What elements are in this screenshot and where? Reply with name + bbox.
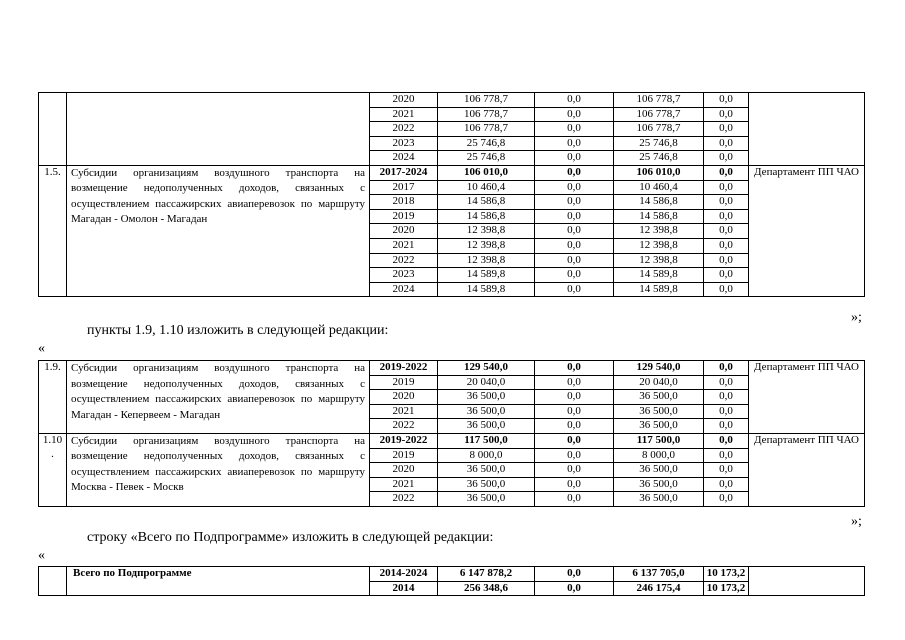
table-row (39, 433, 865, 448)
value-cell: 0,0 (704, 93, 749, 108)
paragraph: строку «Всего по Подпрограмме» изложить в следующей редакции: (87, 530, 494, 545)
value-cell: 25 746,8 (614, 151, 704, 166)
total-cell: 36 500,0 (438, 492, 535, 507)
value-cell: 0,0 (535, 282, 614, 297)
value-cell: 0,0 (704, 107, 749, 122)
num-cell (39, 567, 67, 596)
value-cell: 0,0 (704, 492, 749, 507)
total-cell: 106 778,7 (438, 122, 535, 137)
table-row (39, 165, 865, 180)
value-cell: 0,0 (704, 477, 749, 492)
value-cell: 36 500,0 (614, 404, 704, 419)
year-cell: 2017-2024 (370, 165, 438, 180)
value-cell: 0,0 (535, 93, 614, 108)
value-cell: 129 540,0 (614, 361, 704, 376)
total-cell: 106 010,0 (438, 165, 535, 180)
value-cell: 0,0 (535, 107, 614, 122)
year-cell: 2021 (370, 238, 438, 253)
table-items-1-5 (38, 92, 865, 297)
total-cell: 12 398,8 (438, 238, 535, 253)
year-cell: 2021 (370, 404, 438, 419)
total-cell: 36 500,0 (438, 477, 535, 492)
item-description: Субсидии организациям воздушного транспорта на возмещение недополученных доходов, связанных с осуществлением пассажирских авиаперевозок по маршруту Магадан - Кепервеем - Магадан (67, 361, 370, 434)
value-cell: 0,0 (704, 448, 749, 463)
value-cell: 0,0 (535, 224, 614, 239)
table-items-1-9-1-10 (38, 360, 865, 507)
value-cell: 14 586,8 (614, 195, 704, 210)
value-cell: 14 589,8 (614, 282, 704, 297)
year-cell: 2018 (370, 195, 438, 210)
year-cell: 2020 (370, 463, 438, 478)
value-cell: 36 500,0 (614, 492, 704, 507)
value-cell: 0,0 (704, 151, 749, 166)
value-cell: 0,0 (535, 180, 614, 195)
value-cell: 0,0 (704, 463, 749, 478)
value-cell: 0,0 (704, 165, 749, 180)
value-cell: 36 500,0 (614, 390, 704, 405)
value-cell: 0,0 (704, 209, 749, 224)
total-cell: 36 500,0 (438, 463, 535, 478)
value-cell: 0,0 (704, 361, 749, 376)
total-cell: 20 040,0 (438, 375, 535, 390)
total-cell: 14 589,8 (438, 282, 535, 297)
value-cell: 0,0 (535, 165, 614, 180)
value-cell: 0,0 (704, 268, 749, 283)
total-cell: 14 586,8 (438, 209, 535, 224)
total-cell: 10 460,4 (438, 180, 535, 195)
total-label: Всего по Подпрограмме (67, 567, 370, 596)
item-number: 1.9. (39, 361, 67, 434)
year-cell: 2014 (370, 581, 438, 596)
value-cell: 0,0 (704, 195, 749, 210)
year-cell: 2024 (370, 282, 438, 297)
value-cell: 0,0 (704, 375, 749, 390)
table-row (39, 567, 865, 582)
value-cell: 36 500,0 (614, 419, 704, 434)
year-cell: 2019 (370, 209, 438, 224)
value-cell: 0,0 (704, 180, 749, 195)
table-row (39, 361, 865, 376)
value-cell: 14 586,8 (614, 209, 704, 224)
year-cell: 2019-2022 (370, 433, 438, 448)
year-cell: 2017 (370, 180, 438, 195)
year-cell: 2022 (370, 122, 438, 137)
value-cell: 117 500,0 (614, 433, 704, 448)
value-cell: 0,0 (535, 390, 614, 405)
value-cell: 0,0 (535, 209, 614, 224)
value-cell: 0,0 (704, 238, 749, 253)
value-cell: 12 398,8 (614, 224, 704, 239)
value-cell: 0,0 (704, 433, 749, 448)
value-cell: 36 500,0 (614, 463, 704, 478)
value-cell: 0,0 (535, 151, 614, 166)
value-cell: 246 175,4 (614, 581, 704, 596)
year-cell: 2021 (370, 107, 438, 122)
total-cell: 106 778,7 (438, 93, 535, 108)
total-cell: 14 586,8 (438, 195, 535, 210)
value-cell: 10 173,2 (704, 581, 749, 596)
closing-quote: »; (851, 514, 862, 529)
total-cell: 106 778,7 (438, 107, 535, 122)
value-cell: 0,0 (535, 419, 614, 434)
value-cell: 106 778,7 (614, 122, 704, 137)
value-cell: 0,0 (535, 253, 614, 268)
value-cell: 0,0 (704, 224, 749, 239)
total-cell: 25 746,8 (438, 151, 535, 166)
value-cell: 0,0 (535, 463, 614, 478)
year-cell: 2023 (370, 136, 438, 151)
year-cell: 2023 (370, 268, 438, 283)
year-cell: 2019 (370, 375, 438, 390)
value-cell: 12 398,8 (614, 253, 704, 268)
year-cell: 2022 (370, 253, 438, 268)
value-cell: 10 173,2 (704, 567, 749, 582)
year-cell: 2021 (370, 477, 438, 492)
value-cell: 0,0 (704, 282, 749, 297)
desc-cell (67, 93, 370, 166)
closing-quote: »; (851, 310, 862, 325)
value-cell: 0,0 (535, 581, 614, 596)
item-description: Субсидии организациям воздушного транспорта на возмещение недополученных доходов, связанных с осуществлением пассажирских авиаперевозок по маршруту Магадан - Омолон - Магадан (67, 165, 370, 296)
department-cell: Департамент ПП ЧАО (749, 433, 865, 506)
value-cell: 0,0 (535, 567, 614, 582)
item-number: 1.10 . (39, 433, 67, 506)
item-number: 1.5. (39, 165, 67, 296)
value-cell: 0,0 (704, 390, 749, 405)
total-cell: 6 147 878,2 (438, 567, 535, 582)
total-cell: 36 500,0 (438, 390, 535, 405)
value-cell: 0,0 (535, 238, 614, 253)
value-cell: 6 137 705,0 (614, 567, 704, 582)
table-row (39, 93, 865, 108)
value-cell: 106 778,7 (614, 93, 704, 108)
value-cell: 0,0 (535, 448, 614, 463)
total-cell: 256 348,6 (438, 581, 535, 596)
total-cell: 36 500,0 (438, 419, 535, 434)
num-cell (39, 93, 67, 166)
year-cell: 2019-2022 (370, 361, 438, 376)
value-cell: 25 746,8 (614, 136, 704, 151)
total-cell: 36 500,0 (438, 404, 535, 419)
value-cell: 0,0 (535, 268, 614, 283)
dept-cell (749, 93, 865, 166)
total-cell: 12 398,8 (438, 224, 535, 239)
value-cell: 0,0 (535, 404, 614, 419)
value-cell: 0,0 (704, 136, 749, 151)
value-cell: 106 010,0 (614, 165, 704, 180)
total-cell: 14 589,8 (438, 268, 535, 283)
value-cell: 0,0 (704, 122, 749, 137)
value-cell: 106 778,7 (614, 107, 704, 122)
dept-cell (749, 567, 865, 596)
value-cell: 20 040,0 (614, 375, 704, 390)
total-cell: 117 500,0 (438, 433, 535, 448)
year-cell: 2020 (370, 93, 438, 108)
value-cell: 0,0 (704, 253, 749, 268)
total-cell: 12 398,8 (438, 253, 535, 268)
value-cell: 0,0 (704, 419, 749, 434)
year-cell: 2024 (370, 151, 438, 166)
opening-quote: « (38, 341, 45, 356)
year-cell: 2020 (370, 224, 438, 239)
value-cell: 14 589,8 (614, 268, 704, 283)
value-cell: 0,0 (535, 122, 614, 137)
item-description: Субсидии организациям воздушного транспорта на возмещение недополученных доходов, связанных с осуществлением пассажирских авиаперевозок по маршруту Москва - Певек - Москв (67, 433, 370, 506)
value-cell: 0,0 (535, 375, 614, 390)
year-cell: 2022 (370, 492, 438, 507)
department-cell: Департамент ПП ЧАО (749, 361, 865, 434)
total-cell: 129 540,0 (438, 361, 535, 376)
paragraph: пункты 1.9, 1.10 изложить в следующей редакции: (87, 323, 389, 338)
value-cell: 10 460,4 (614, 180, 704, 195)
value-cell: 36 500,0 (614, 477, 704, 492)
total-cell: 25 746,8 (438, 136, 535, 151)
value-cell: 0,0 (535, 477, 614, 492)
table-total (38, 566, 865, 596)
value-cell: 0,0 (535, 195, 614, 210)
value-cell: 0,0 (704, 404, 749, 419)
value-cell: 12 398,8 (614, 238, 704, 253)
total-cell: 8 000,0 (438, 448, 535, 463)
department-cell: Департамент ПП ЧАО (749, 165, 865, 296)
value-cell: 0,0 (535, 136, 614, 151)
opening-quote: « (38, 548, 45, 563)
year-cell: 2020 (370, 390, 438, 405)
year-cell: 2014-2024 (370, 567, 438, 582)
value-cell: 0,0 (535, 361, 614, 376)
value-cell: 8 000,0 (614, 448, 704, 463)
year-cell: 2022 (370, 419, 438, 434)
year-cell: 2019 (370, 448, 438, 463)
value-cell: 0,0 (535, 492, 614, 507)
value-cell: 0,0 (535, 433, 614, 448)
